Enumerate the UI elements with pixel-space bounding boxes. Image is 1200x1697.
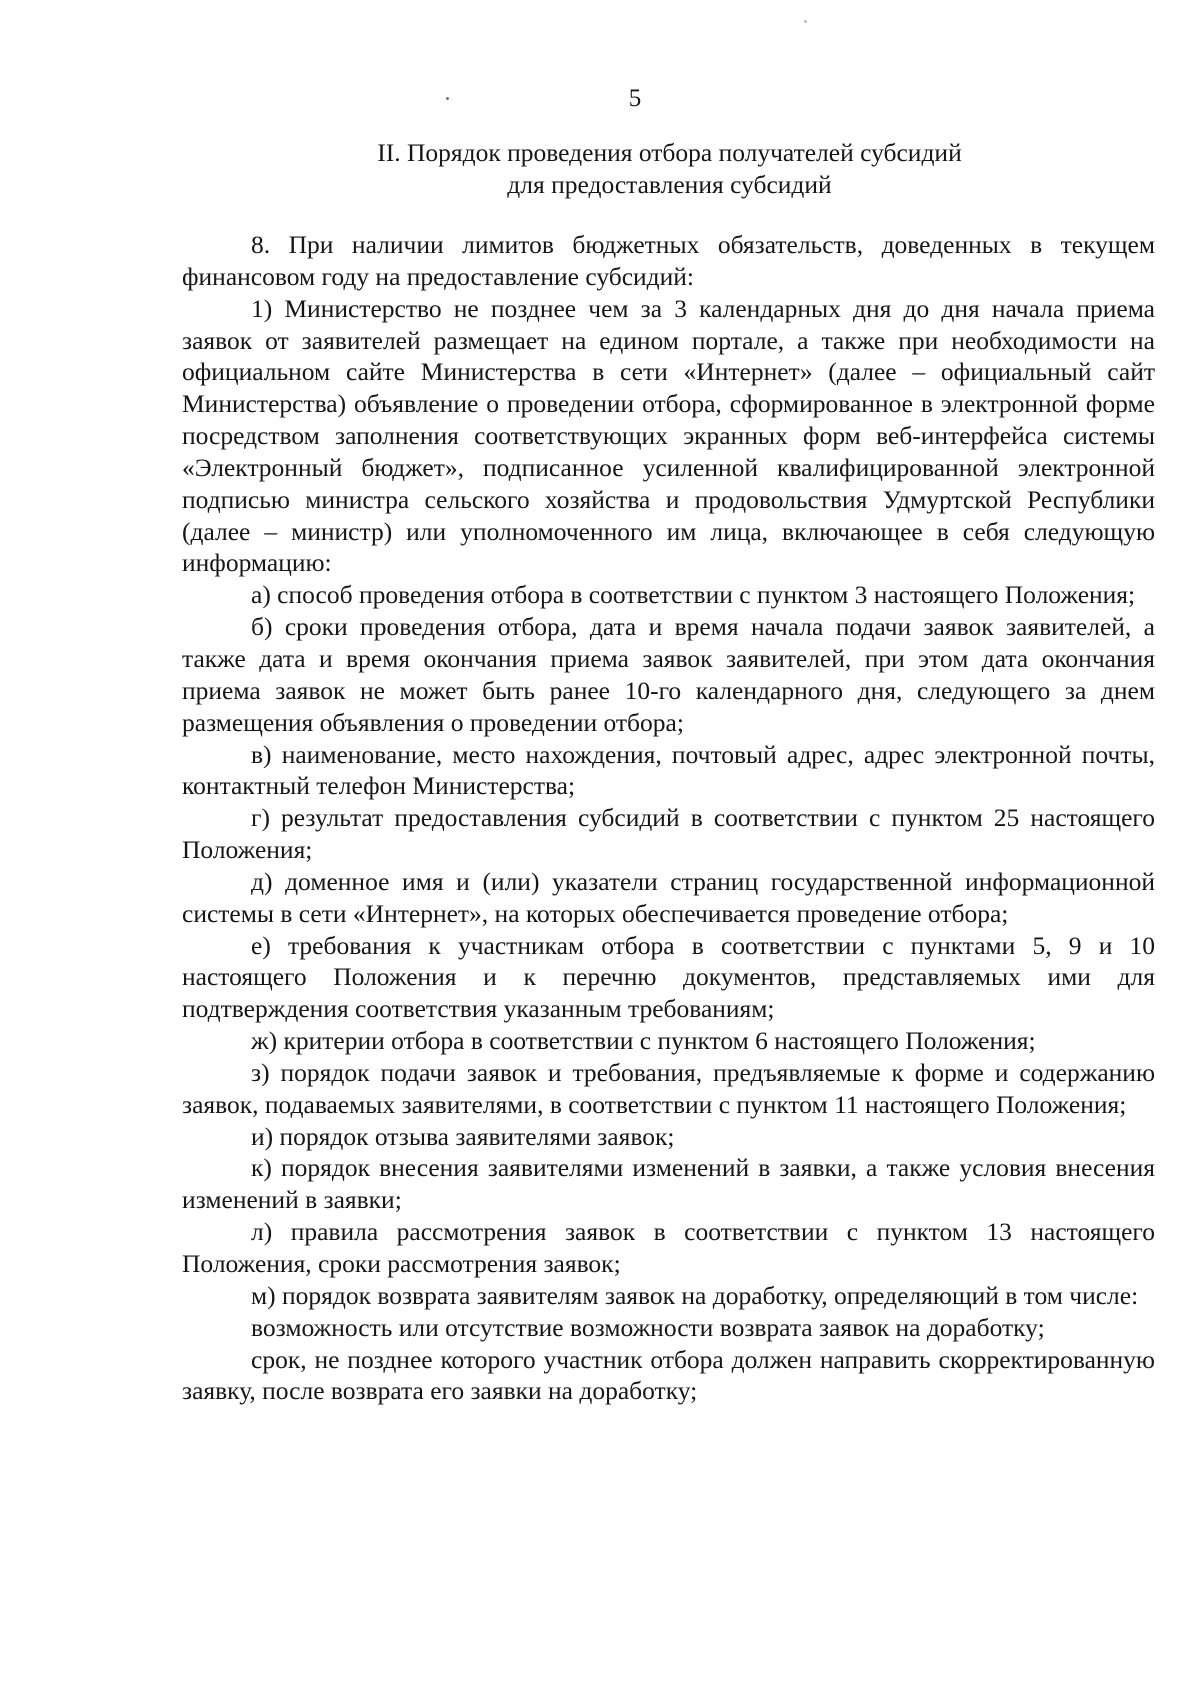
section-title-line: II. Порядок проведения отбора получателей субсидий: [377, 138, 962, 167]
page-number: 5: [628, 85, 642, 112]
section-title: [182, 137, 1157, 201]
sub-item: возможность или отсутствие возможности возврата заявок на доработку;: [251, 1312, 1045, 1342]
list-item-b: б) сроки проведения отбора, дата и время начала подачи заявок заявителей, а также дата и время окончания приема заявок заявителей, при этом дата окончания приема заявок не может быть ранее 10-го календарного дня, следующего за днем размещения объявления о проведении отбора;: [182, 612, 1155, 737]
scan-speck: [804, 20, 807, 23]
list-item-e: е) требования к участникам отбора в соответствии с пунктами 5, 9 и 10 настоящего Положения и к перечню документов, представляемых ими для подтверждения соответствия указанным требованиям;: [182, 930, 1155, 1024]
list-item-k: к) порядок внесения заявителями изменений в заявки, а также условия внесения изменений в заявки;: [182, 1153, 1155, 1215]
list-item-g: г) результат предоставления субсидий в соответствии с пунктом 25 настоящего Положения;: [182, 803, 1155, 865]
list-item-z: з) порядок подачи заявок и требования, предъявляемые к форме и содержанию заявок, подаваемых заявителями, в соответствии с пунктом 11 настоящего Положения;: [182, 1057, 1155, 1119]
paragraph-8: 8. При наличии лимитов бюджетных обязательств, доведенных в текущем финансовом году на предоставление субсидий:: [182, 230, 1155, 291]
document-body: [182, 229, 1155, 1407]
list-item-d: д) доменное имя и (или) указатели страниц государственной информационной системы в сети «Интернет», на которых обеспечивается проведение отбора;: [182, 866, 1155, 928]
list-item-i: и) порядок отзыва заявителями заявок;: [251, 1121, 675, 1151]
list-item-v: в) наименование, место нахождения, почтовый адрес, адрес электронной почты, контактный телефон Министерства;: [182, 739, 1155, 801]
list-item-m: м) порядок возврата заявителям заявок на доработку, определяющий в том числе:: [251, 1280, 1139, 1310]
section-title-line: для предоставления субсидий: [507, 170, 832, 199]
list-item-zh: ж) критерии отбора в соответствии с пунктом 6 настоящего Положения;: [251, 1026, 1036, 1056]
list-item-l: л) правила рассмотрения заявок в соответствии с пунктом 13 настоящего Положения, сроки рассмотрения заявок;: [182, 1217, 1155, 1278]
list-item-a: а) способ проведения отбора в соответствии с пунктом 3 настоящего Положения;: [251, 580, 1136, 610]
sub-item: срок, не позднее которого участник отбора должен направить скорректированную заявку, после возврата его заявки на доработку;: [182, 1344, 1155, 1406]
paragraph-8-1: 1) Министерство не позднее чем за 3 календарных дня до дня начала приема заявок от заявителей размещает на едином портале, а также при необходимости на официальном сайте Министерства в сети «Интернет» (далее – официальный сайт Министерства) объявление о проведении отбора, сформированное в электронной форме посредством заполнения соответствующих экранных форм веб-интерфейса системы «Электронный бюджет», подписанное усиленной квалифицированной электронной подписью министра сельского хозяйства и продовольствия Удмуртской Республики (далее – министр) или уполномоченного им лица, включающее в себя следующую информацию:: [182, 293, 1155, 578]
